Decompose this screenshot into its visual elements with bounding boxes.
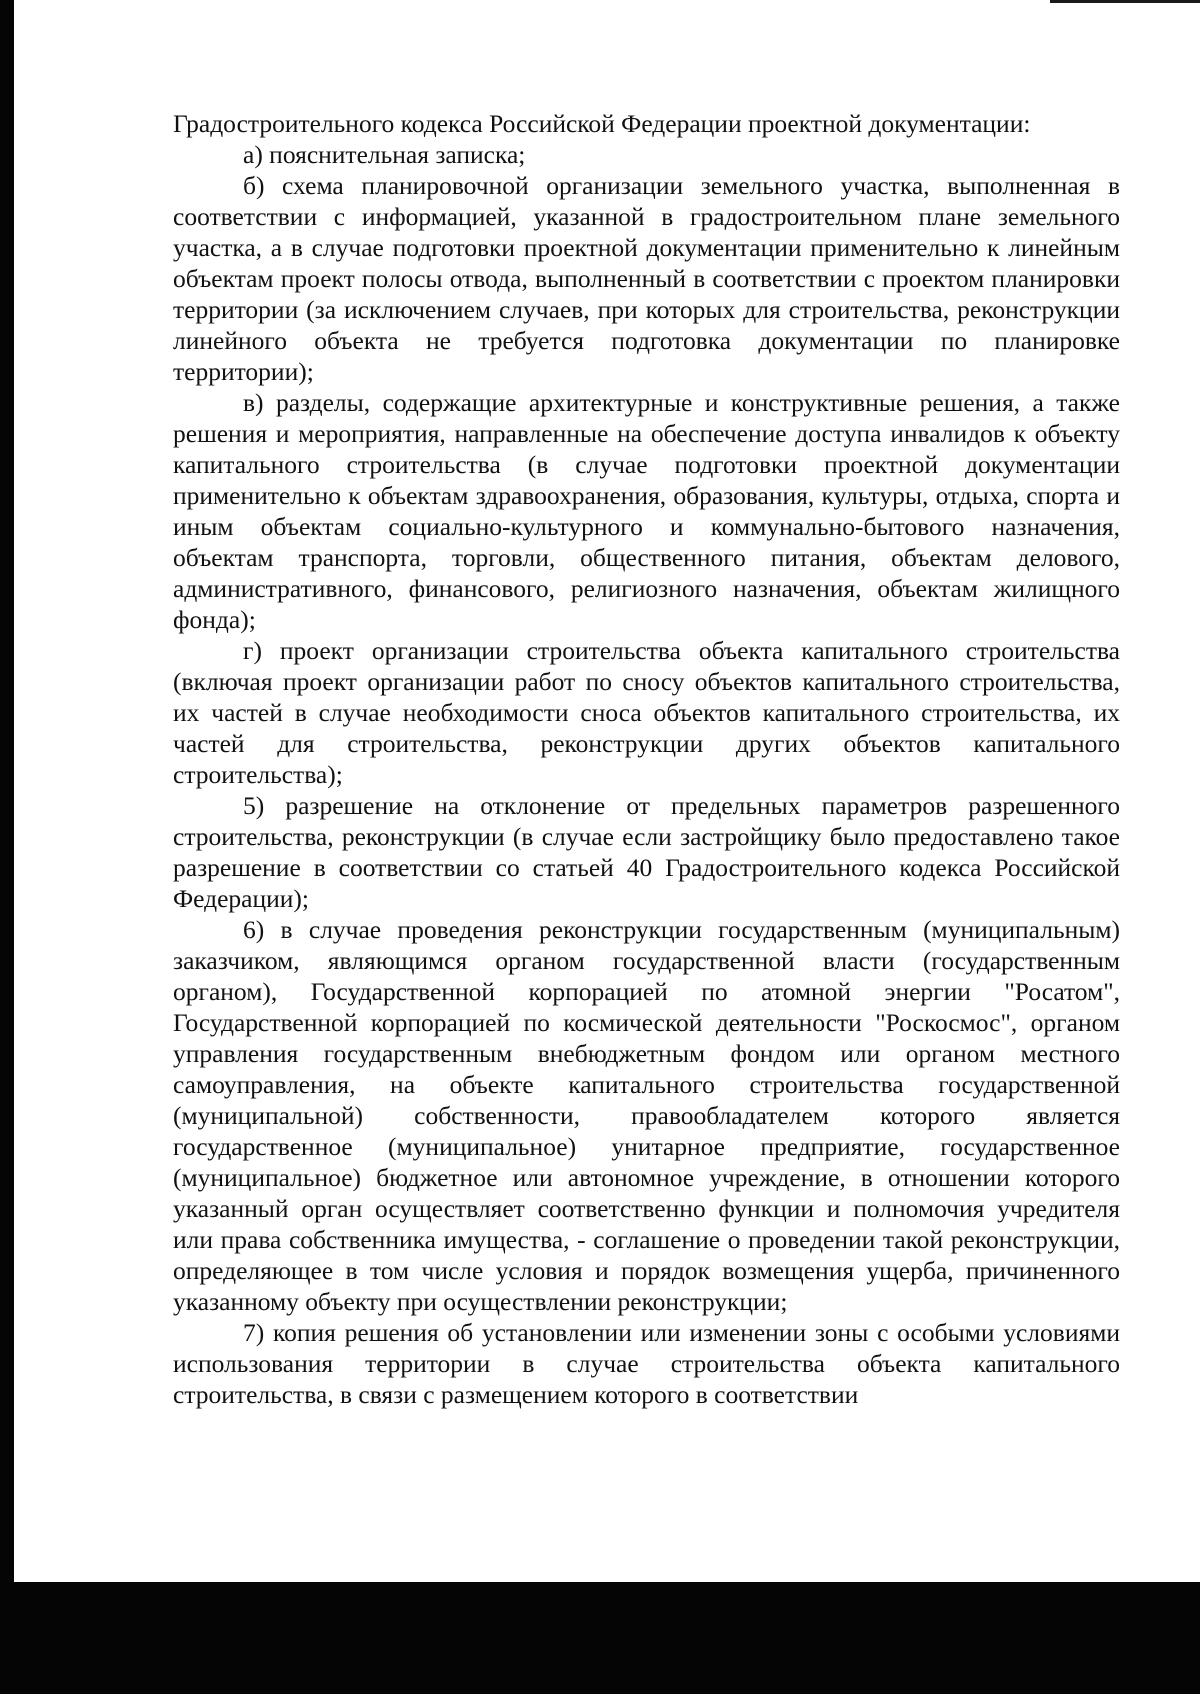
paragraph-item-b: б) схема планировочной организации земельного участка, выполненная в соответствии с информацией, указанной в градостроительном плане земельного участка, а в случае подготовки проектной документации применительно к линейным объектам проект полосы отвода, выполненный в соответствии с проектом планировки территории (за исключением случаев, при которых для строительства, реконструкции линейного объекта не требуется подготовка документации по планировке территории);	[173, 171, 1120, 386]
scan-bottom-band	[0, 1582, 1200, 1694]
paragraph-item-5: 5) разрешение на отклонение от предельных параметров разрешенного строительства, реконструкции (в случае если застройщику было предоставлено такое разрешение в соответствии со статьей 40 Градостроительного кодекса Российской Федерации);	[173, 791, 1120, 913]
paragraph-item-a: а) пояснительная записка;	[243, 140, 526, 169]
paragraph-continuation: Градостроительного кодекса Российской Федерации проектной документации:	[173, 109, 1031, 138]
paragraph-item-6: 6) в случае проведения реконструкции государственным (муниципальным) заказчиком, являющимся органом государственной власти (государственным органом), Государственной корпорацией по атомной энергии "Росатом", Государственной корпорацией по космической деятельности "Роскосмос", органом управления государственным внебюджетным фондом или органом местного самоуправления, на объекте капитального строительства государственной (муниципальной) собственности, правообладателем которого является государственное (муниципальное) унитарное предприятие, государственное (муниципальное) бюджетное или автономное учреждение, в отношении которого указанный орган осуществляет соответственно функции и полномочия учредителя или права собственника имущества, - соглашение о проведении такой реконструкции, определяющее в том числе условия и порядок возмещения ущерба, причиненного указанному объекту при осуществлении реконструкции;	[173, 915, 1120, 1316]
scan-top-mark	[1050, 0, 1200, 3]
scan-left-edge	[0, 0, 14, 1694]
paragraph-item-v: в) разделы, содержащие архитектурные и конструктивные решения, а также решения и мероприятия, направленные на обеспечение доступа инвалидов к объекту капитального строительства (в случае подготовки проектной документации применительно к объектам здравоохранения, образования, культуры, отдыха, спорта и иным объектам социально-культурного и коммунально-бытового назначения, объектам транспорта, торговли, общественного питания, объектам делового, административного, финансового, религиозного назначения, объектам жилищного фонда);	[173, 388, 1120, 634]
paragraph-item-g: г) проект организации строительства объекта капитального строительства (включая проект организации работ по сносу объектов капитального строительства, их частей в случае необходимости сноса объектов капитального строительства, их частей для строительства, реконструкции других объектов капитального строительства);	[173, 636, 1120, 789]
document-body	[173, 108, 1120, 1410]
paragraph-item-7: 7) копия решения об установлении или изменении зоны с особыми условиями использования территории в случае строительства объекта капитального строительства, в связи с размещением которого в соответствии	[173, 1318, 1120, 1409]
